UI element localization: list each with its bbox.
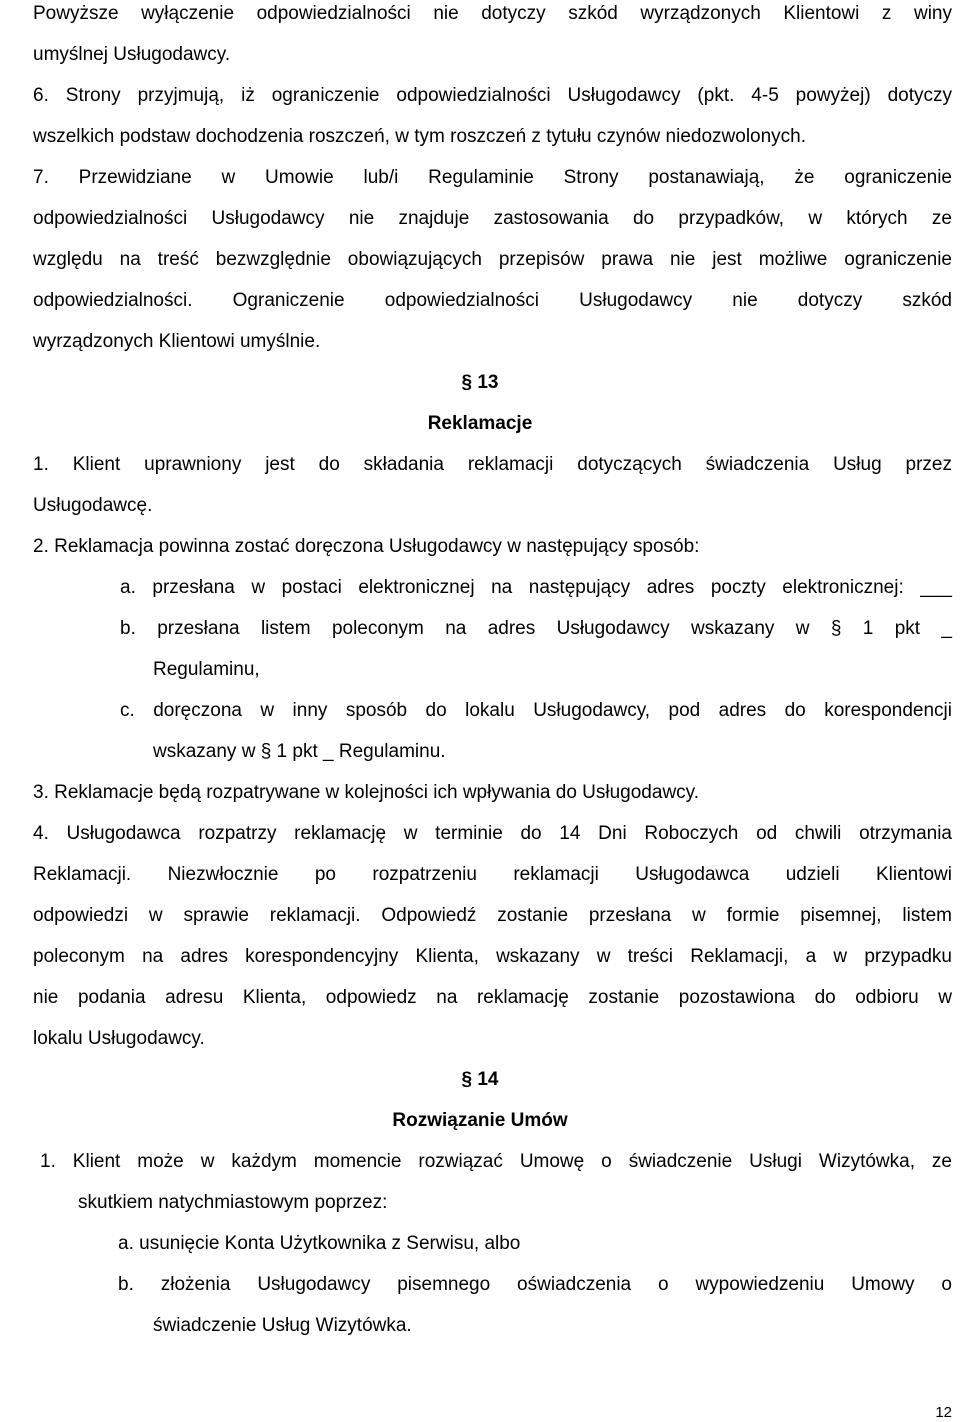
list-item: b. przesłana listem poleconym na adres Usługodawcy wskazany w § 1 pkt _ <box>120 618 952 639</box>
list-item: a. przesłana w postaci elektronicznej na następujący adres poczty elektronicznej: ___ <box>120 577 952 598</box>
text-line: 1. Klient uprawniony jest do składania reklamacji dotyczących świadczenia Usług przez <box>33 454 952 475</box>
text-line: 1. Klient może w każdym momencie rozwiązać Umowę o świadczenie Usługi Wizytówka, ze <box>40 1151 952 1172</box>
text-line: odpowiedzi w sprawie reklamacji. Odpowiedź zostanie przesłana w formie pisemnej, listem <box>33 905 952 926</box>
text-line: odpowiedzialności Usługodawcy nie znajduje zastosowania do przypadków, w których ze <box>33 208 952 229</box>
list-item: a. usunięcie Konta Użytkownika z Serwisu, albo <box>118 1233 521 1254</box>
section-title: Rozwiązanie Umów <box>392 1110 568 1131</box>
section-number: § 14 <box>461 1069 499 1090</box>
text-line: 6. Strony przyjmują, iż ograniczenie odpowiedzialności Usługodawcy (pkt. 4-5 powyżej) dotyczy <box>33 85 952 106</box>
section-number: § 13 <box>461 372 499 393</box>
text-line: 7. Przewidziane w Umowie lub/i Regulaminie Strony postanawiają, że ograniczenie <box>33 167 952 188</box>
text-line: nie podania adresu Klienta, odpowiedz na reklamację zostanie pozostawiona do odbioru w <box>33 987 952 1008</box>
text-line: odpowiedzialności. Ograniczenie odpowiedzialności Usługodawcy nie dotyczy szkód <box>33 290 952 311</box>
list-item: świadczenie Usług Wizytówka. <box>153 1315 412 1336</box>
text-line: względu na treść bezwzględnie obowiązujących przepisów prawa nie jest możliwe ograniczenie <box>33 249 952 270</box>
text-line: 4. Usługodawca rozpatrzy reklamację w terminie do 14 Dni Roboczych od chwili otrzymania <box>33 823 952 844</box>
text-line: Usługodawcę. <box>33 495 153 516</box>
text-line: poleconym na adres korespondencyjny Klienta, wskazany w treści Reklamacji, a w przypadku <box>33 946 952 967</box>
text-line: umyślnej Usługodawcy. <box>33 44 231 65</box>
text-line: Reklamacji. Niezwłocznie po rozpatrzeniu reklamacji Usługodawca udzieli Klientowi <box>33 864 952 885</box>
list-item: c. doręczona w inny sposób do lokalu Usługodawcy, pod adres do korespondencji <box>120 700 952 721</box>
list-item: Regulaminu, <box>153 659 260 680</box>
text-line: lokalu Usługodawcy. <box>33 1028 205 1049</box>
text-line: 2. Reklamacja powinna zostać doręczona Usługodawcy w następujący sposób: <box>33 536 700 557</box>
list-item: b. złożenia Usługodawcy pisemnego oświadczenia o wypowiedzeniu Umowy o <box>118 1274 952 1295</box>
text-line: skutkiem natychmiastowym poprzez: <box>78 1192 388 1213</box>
text-line: Powyższe wyłączenie odpowiedzialności nie dotyczy szkód wyrządzonych Klientowi z winy <box>33 3 952 24</box>
text-line: wyrządzonych Klientowi umyślnie. <box>33 331 321 352</box>
text-line: 3. Reklamacje będą rozpatrywane w kolejności ich wpływania do Usługodawcy. <box>33 782 700 803</box>
page-number: 12 <box>935 1404 952 1421</box>
list-item: wskazany w § 1 pkt _ Regulaminu. <box>153 741 446 762</box>
text-line: wszelkich podstaw dochodzenia roszczeń, w tym roszczeń z tytułu czynów niedozwolonych. <box>33 126 807 147</box>
section-title: Reklamacje <box>427 413 533 434</box>
